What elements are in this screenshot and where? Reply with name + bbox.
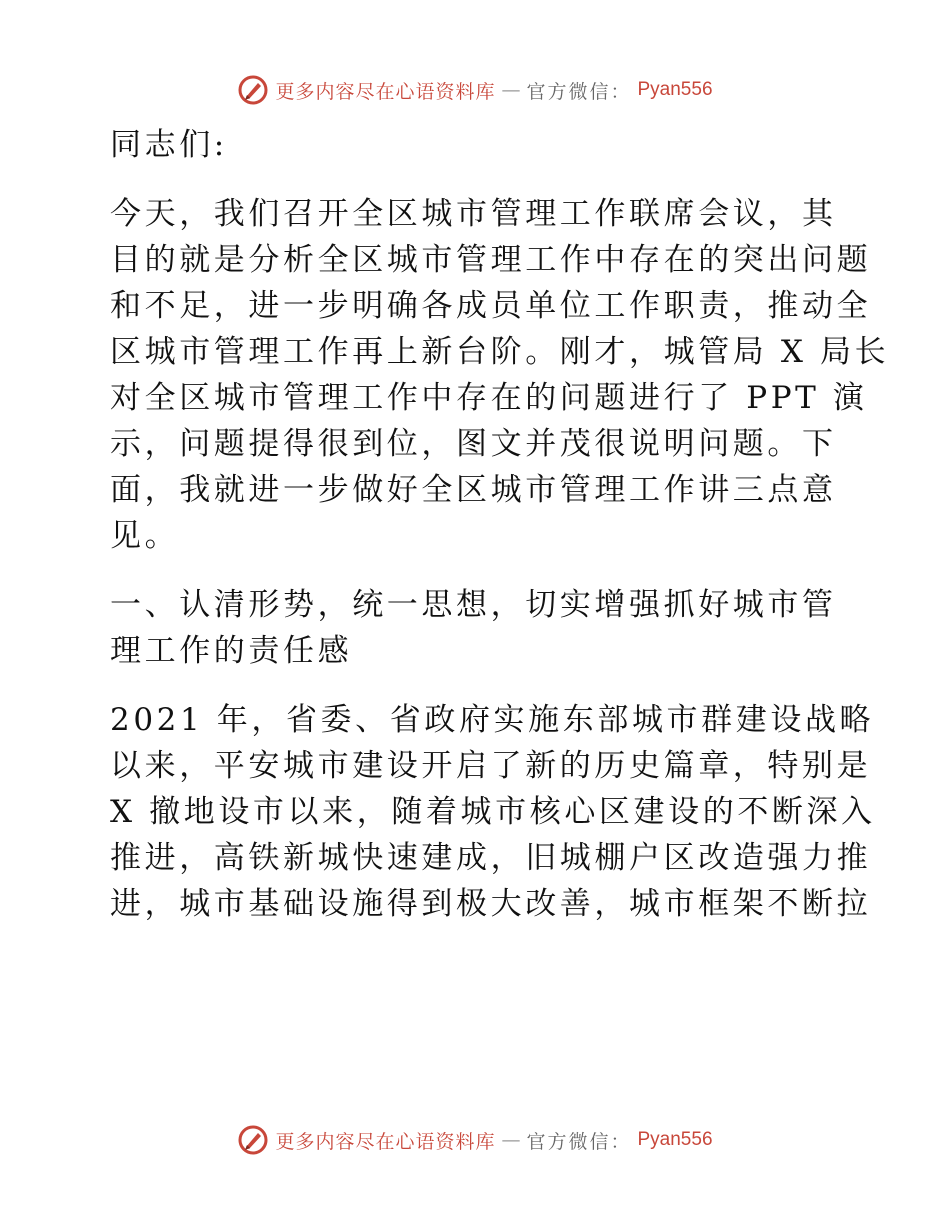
paragraph-opening — [98, 191, 890, 559]
pen-circle-icon — [237, 74, 269, 106]
text-line: 今天，我们召开全区城市管理工作联席会议，其 — [110, 196, 837, 232]
watermark-text: 更多内容尽在心语资料库 — [275, 1130, 496, 1153]
watermark-wechat-id: Pyan556 — [637, 79, 713, 100]
text-line: 2021 年，省委、省政府实施东部城市群建设战略 — [110, 702, 875, 738]
text-line: 以来，平安城市建设开启了新的历史篇章，特别是 — [110, 748, 872, 784]
watermark-header — [0, 74, 950, 106]
heading-line: 理工作的责任感 — [110, 633, 353, 669]
text-line: 进，城市基础设施得到极大改善，城市框架不断拉 — [110, 886, 872, 922]
watermark-official-label: 官方微信： — [526, 80, 632, 103]
pen-circle-icon — [237, 1124, 269, 1156]
watermark-text: 更多内容尽在心语资料库 — [275, 80, 496, 103]
salutation-text: 同志们: — [110, 127, 228, 163]
text-line: 目的就是分析全区城市管理工作中存在的突出问题 — [110, 242, 872, 278]
heading-line: 一、认清形势，统一思想，切实增强抓好城市管 — [110, 587, 837, 623]
text-line: X 撤地设市以来，随着城市核心区建设的不断深入 — [110, 794, 876, 830]
text-line: 区城市管理工作再上新台阶。刚才，城管局 X 局长 — [110, 334, 890, 370]
watermark-footer — [0, 1124, 950, 1156]
watermark-wechat-id: Pyan556 — [637, 1129, 713, 1150]
document-body — [98, 122, 890, 950]
section-heading-1 — [98, 582, 854, 674]
watermark-official-label: 官方微信： — [526, 1130, 632, 1153]
text-line: 对全区城市管理工作中存在的问题进行了 PPT 演 — [110, 380, 868, 416]
watermark-separator: — — [501, 1129, 521, 1151]
text-line: 和不足，进一步明确各成员单位工作职责，推动全 — [110, 288, 872, 324]
paragraph-situation — [98, 697, 876, 927]
text-line: 面，我就进一步做好全区城市管理工作讲三点意 — [110, 472, 837, 508]
text-line: 示，问题提得很到位，图文并茂很说明问题。下 — [110, 426, 837, 462]
text-line: 推进，高铁新城快速建成，旧城棚户区改造强力推 — [110, 840, 872, 876]
salutation — [98, 122, 854, 168]
text-line: 见。 — [110, 518, 180, 554]
watermark-separator: — — [501, 79, 521, 101]
